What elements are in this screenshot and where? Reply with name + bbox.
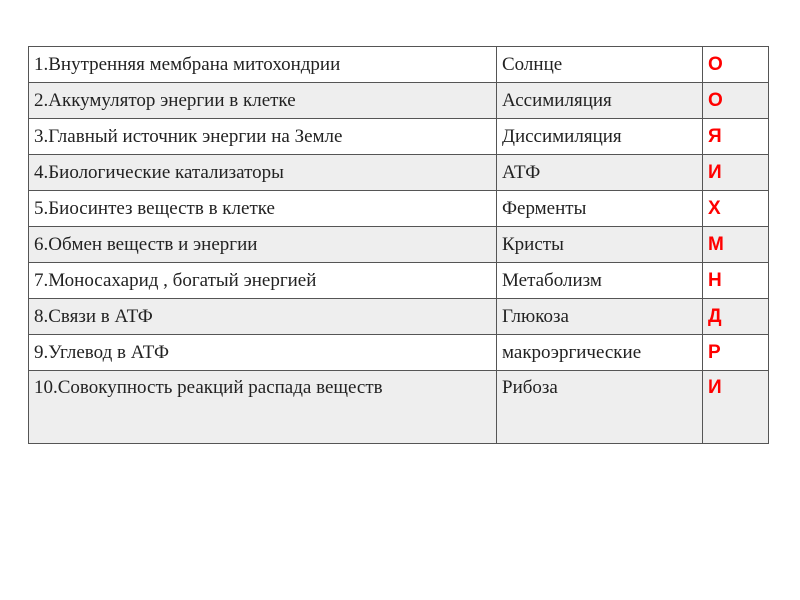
table-row xyxy=(29,227,769,263)
table-row xyxy=(29,299,769,335)
term-cell: 6.Обмен веществ и энергии xyxy=(29,227,497,263)
answer-cell: Кристы xyxy=(497,227,703,263)
matching-table-body xyxy=(29,47,769,444)
table-row xyxy=(29,119,769,155)
letter-cell: М xyxy=(703,227,769,263)
answer-cell: Рибоза xyxy=(497,371,703,444)
table-row xyxy=(29,83,769,119)
answer-cell: Солнце xyxy=(497,47,703,83)
term-cell: 7.Моносахарид , богатый энергией xyxy=(29,263,497,299)
answer-cell: Диссимиляция xyxy=(497,119,703,155)
letter-cell: Я xyxy=(703,119,769,155)
term-cell: 1.Внутренняя мембрана митохондрии xyxy=(29,47,497,83)
answer-cell: макроэргические xyxy=(497,335,703,371)
table-row xyxy=(29,263,769,299)
answer-cell: Ассимиляция xyxy=(497,83,703,119)
letter-cell: Р xyxy=(703,335,769,371)
answer-cell: Ферменты xyxy=(497,191,703,227)
answer-cell: Метаболизм xyxy=(497,263,703,299)
term-cell: 9.Углевод в АТФ xyxy=(29,335,497,371)
letter-cell: Д xyxy=(703,299,769,335)
letter-cell: И xyxy=(703,155,769,191)
term-cell: 4.Биологические катализаторы xyxy=(29,155,497,191)
term-cell: 8.Связи в АТФ xyxy=(29,299,497,335)
term-cell: 5.Биосинтез веществ в клетке xyxy=(29,191,497,227)
answer-cell: АТФ xyxy=(497,155,703,191)
answer-cell: Глюкоза xyxy=(497,299,703,335)
letter-cell: И xyxy=(703,371,769,444)
matching-table xyxy=(28,46,769,444)
term-cell: 3.Главный источник энергии на Земле xyxy=(29,119,497,155)
table-row xyxy=(29,191,769,227)
term-cell: 10.Совокупность реакций распада веществ xyxy=(29,371,497,444)
table-row xyxy=(29,371,769,444)
letter-cell: Х xyxy=(703,191,769,227)
letter-cell: О xyxy=(703,83,769,119)
table-row xyxy=(29,335,769,371)
letter-cell: О xyxy=(703,47,769,83)
letter-cell: Н xyxy=(703,263,769,299)
term-cell: 2.Аккумулятор энергии в клетке xyxy=(29,83,497,119)
table-row xyxy=(29,47,769,83)
table-row xyxy=(29,155,769,191)
